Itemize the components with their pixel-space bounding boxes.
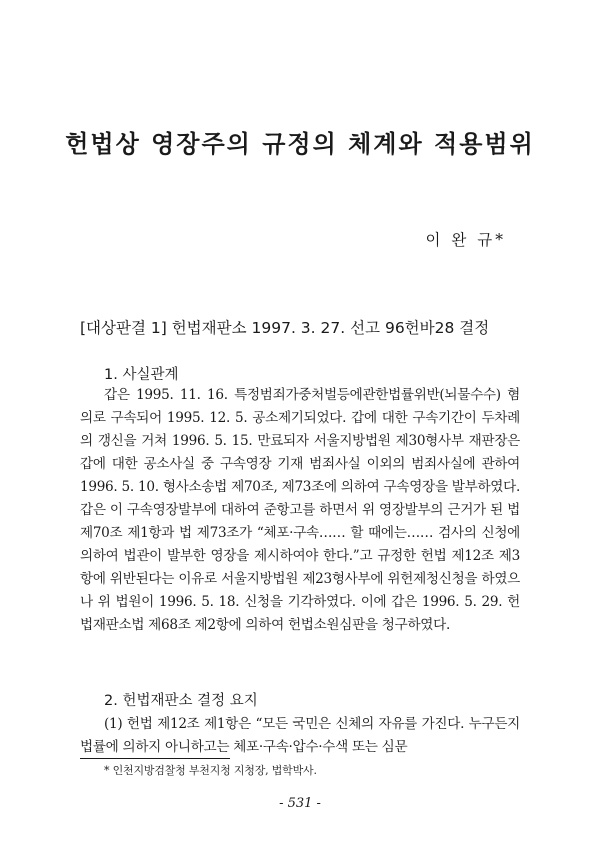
- section-body-facts: 갑은 1995. 11. 16. 특정범죄가중처벌등에관한법률위반(뇌물수수) 혐의로 구속되어 1995. 12. 5. 공소제기되었다. 갑에 대한 구속기간이 두차례의 갱신을 거쳐 1996. 5. 15. 만료되자 서울지방법원 제30형사부 재판장은 갑에 대한 공소사실 중 구속영장 기재 범죄사실 이외의 범죄사실에 관하여 1996. 5. 10. 형사소송법 제70조, 제73조에 의하여 구속영장을 발부하였다. 갑은 이 구속영장발부에 대하여 준항고를 하면서 위 영장발부의 근거가 된 법 제70조 제1항과 법 제73조가 “체포·구속…… 할 때에는…… 검사의 신청에 의하여 법관이 발부한 영장을 제시하여야 한다.”고 규정한 헌법 제12조 제3항에 위반된다는 이유로 서울지방법원 제23형사부에 위헌제청신청을 하였으나 위 법원이 1996. 5. 18. 신청을 기각하였다. 이에 갑은 1996. 5. 29. 헌법재판소법 제68조 제2항에 의하여 헌법소원심판을 청구하였다.: [80, 387, 520, 633]
- page-number: - 531 -: [279, 796, 321, 811]
- case-reference: [대상판결 1] 헌법재판소 1997. 3. 27. 선고 96헌바28 결정: [80, 319, 490, 337]
- footnote: * 인천지방검찰청 부천지청 지청장, 법학박사.: [104, 764, 317, 777]
- section-heading-decision: 2. 헌법재판소 결정 요지: [104, 693, 258, 709]
- section-body-decision: (1) 헌법 제12조 제1항은 “모든 국민은 신체의 자유를 가진다. 누구든지 법률에 의하지 아니하고는 체포·구속·압수·수색 또는 심문: [80, 716, 520, 755]
- footnote-divider: [80, 758, 230, 759]
- page-title: 헌법상 영장주의 규정의 체계와 적용범위: [65, 129, 535, 158]
- author-name: 이 완 규*: [425, 231, 506, 249]
- section-heading-facts: 1. 사실관계: [104, 367, 179, 383]
